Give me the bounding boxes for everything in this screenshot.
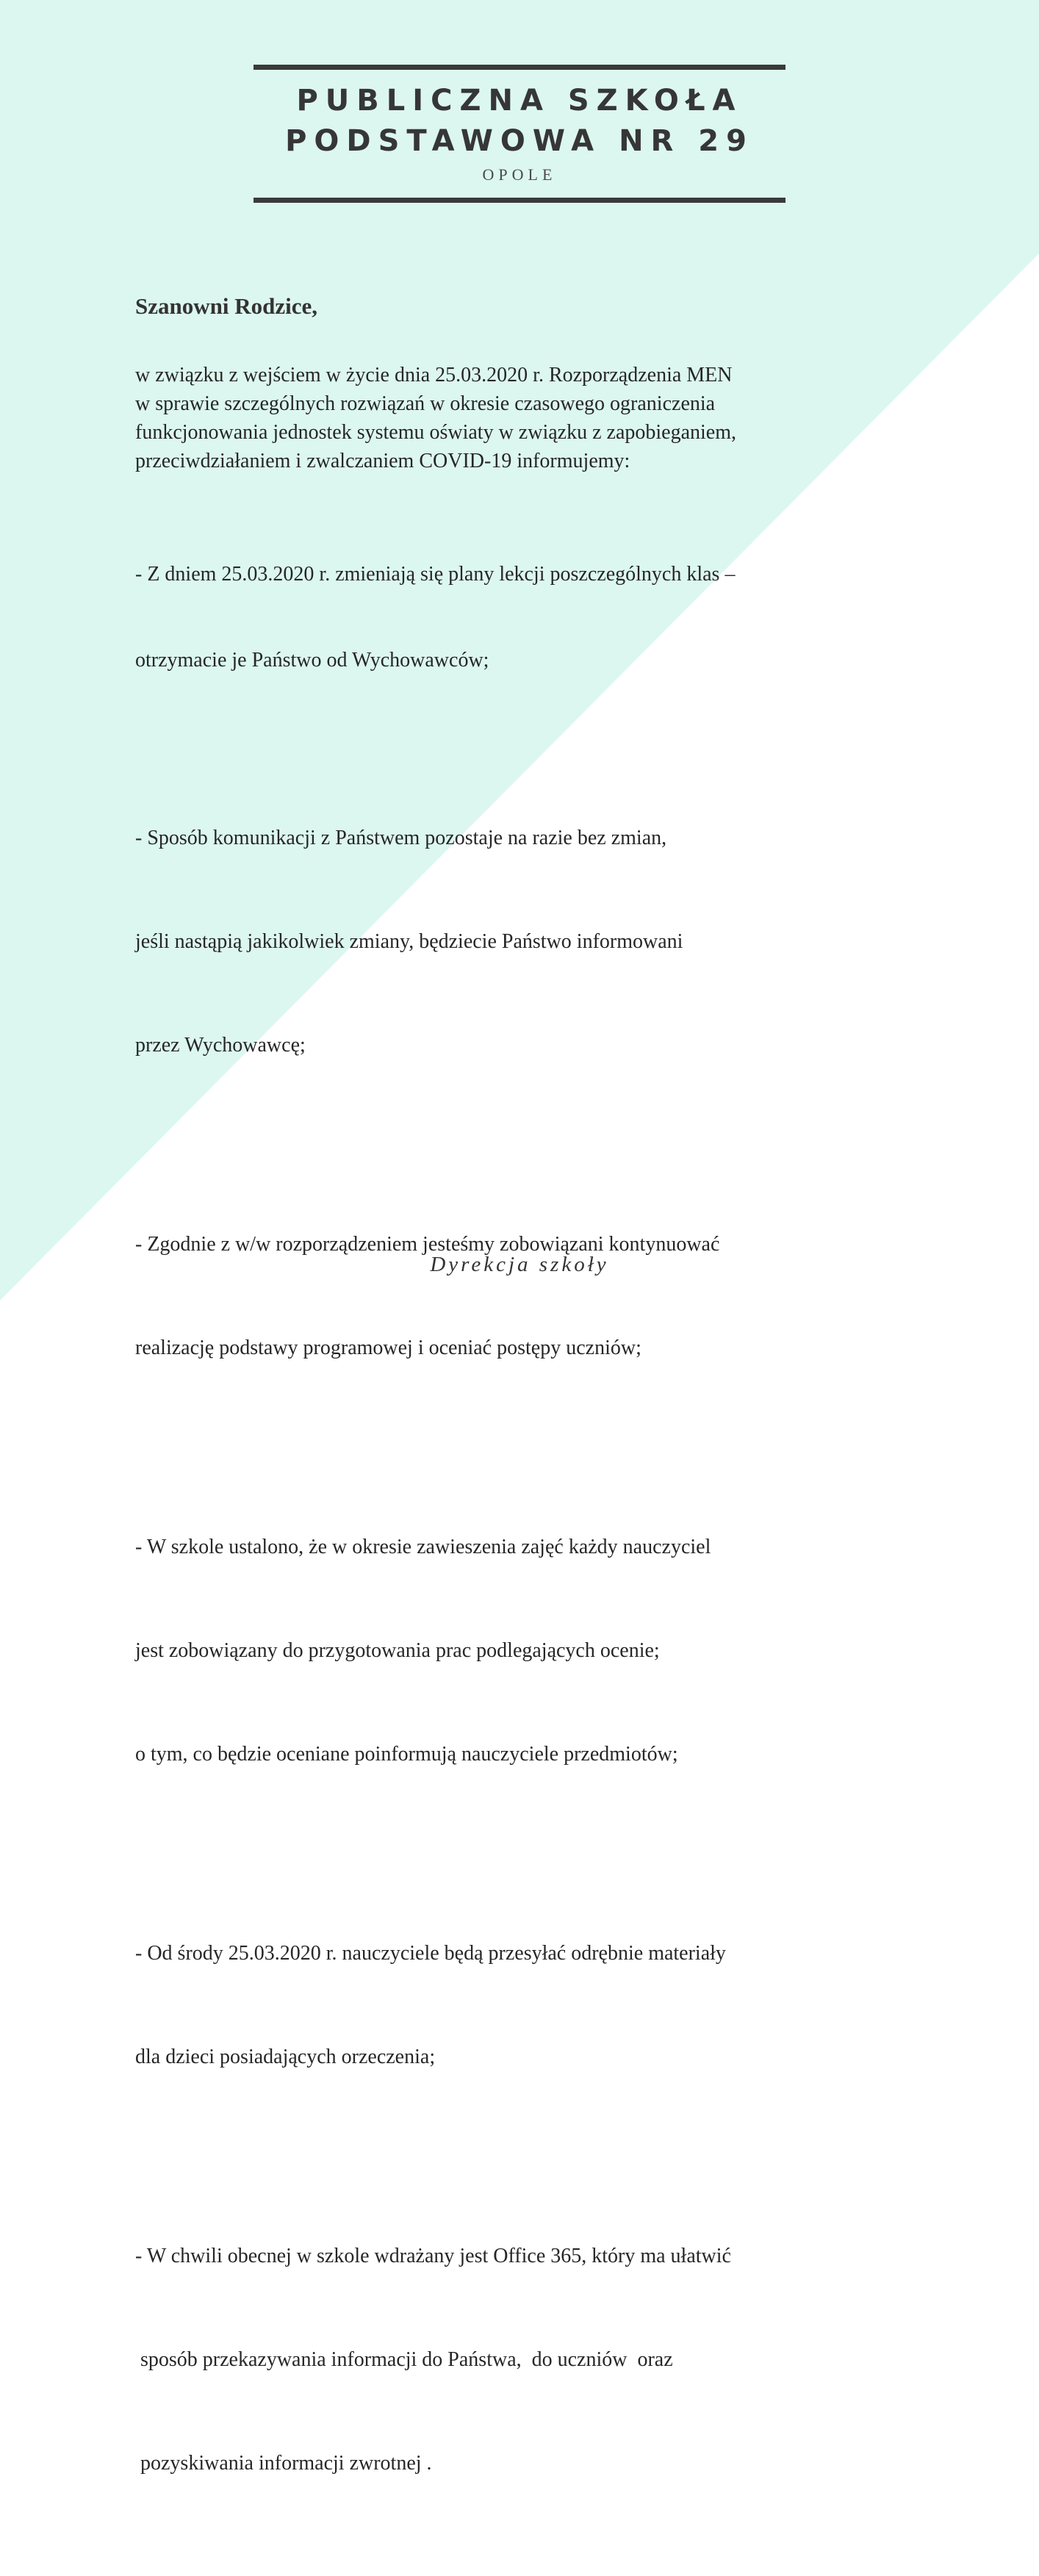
- announcement-line: przez Wychowawcę;: [135, 1034, 306, 1057]
- announcement-item: [135, 752, 870, 1132]
- school-header: [254, 65, 785, 204]
- announcement-line: jeśli nastąpią jakikolwiek zmiany, będziecie Państwo informowani: [135, 930, 683, 953]
- announcement-line: - Od środy 25.03.2020 r. nauczyciele będą przesyłać odrębnie materiały: [135, 1942, 726, 1965]
- announcement-line: - W chwili obecnej w szkole wdrażany jest Office 365, który ma ułatwić: [135, 2245, 731, 2267]
- letter-greeting: Szanowni Rodzice,: [135, 293, 317, 319]
- school-name: [254, 81, 785, 162]
- announcement-item: [135, 1867, 870, 2143]
- announcement-item: [135, 1461, 870, 1841]
- school-name-line-2: PODSTAWOWA NR 29: [285, 124, 754, 158]
- announcement-line: pozyskiwania informacji zwrotnej .: [135, 2452, 432, 2475]
- announcement-line: sposób przekazywania informacji do Państwa, do uczniów oraz: [135, 2348, 673, 2371]
- announcement-line: jest zobowiązany do przygotowania prac podlegających ocenie;: [135, 1639, 660, 1662]
- announcement-line: - Zgodnie z w/w rozporządzeniem jesteśmy zobowiązani kontynuować: [135, 1233, 720, 1256]
- school-city: OPOLE: [482, 165, 557, 184]
- announcement-item: [135, 1158, 870, 1434]
- school-name-line-1: PUBLICZNA SZKOŁA: [296, 84, 743, 118]
- announcement-line: - Sposób komunikacji z Państwem pozostaje na razie bez zmian,: [135, 827, 667, 849]
- announcement-line: realizację podstawy programowej i oceniać postępy uczniów;: [135, 1336, 641, 1359]
- letter-signature: Dyrekcja szkoły: [430, 1253, 609, 1276]
- intro-line: w sprawie szczególnych rozwiązań w okresie czasowego ograniczenia: [135, 392, 716, 415]
- header-top-rule: [254, 65, 785, 70]
- announcement-item: [135, 503, 870, 732]
- letter-intro: [135, 361, 870, 475]
- intro-line: funkcjonowania jednostek systemu oświaty w związku z zapobieganiem,: [135, 421, 736, 444]
- announcement-item: [135, 2170, 870, 2550]
- announcement-line: - Z dniem 25.03.2020 r. zmieniają się plany lekcji poszczególnych klas –: [135, 563, 736, 586]
- announcement-line: dla dzieci posiadających orzeczenia;: [135, 2046, 436, 2068]
- announcement-line: o tym, co będzie oceniane poinformują nauczyciele przedmiotów;: [135, 1743, 678, 1766]
- header-bottom-rule: [254, 198, 785, 203]
- intro-line: w związku z wejściem w życie dnia 25.03.2020 r. Rozporządzenia MEN: [135, 364, 733, 386]
- announcement-list: [135, 503, 870, 2550]
- announcement-line: otrzymacie je Państwo od Wychowawców;: [135, 649, 489, 672]
- intro-line: przeciwdziałaniem i zwalczaniem COVID-19 informujemy:: [135, 450, 630, 472]
- letter-body: [135, 290, 870, 2576]
- announcement-line: - W szkole ustalono, że w okresie zawieszenia zajęć każdy nauczyciel: [135, 1536, 711, 1558]
